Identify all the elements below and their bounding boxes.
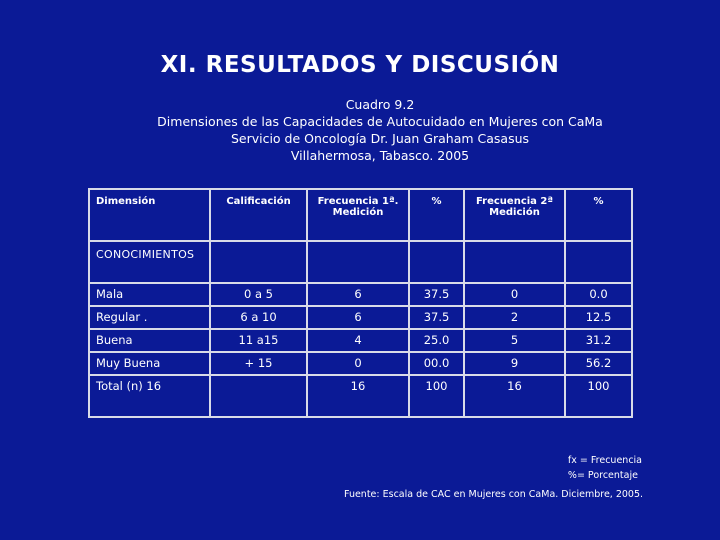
table-cell: 11 a15: [210, 329, 307, 352]
table-cell: 5: [464, 329, 565, 352]
row-label: Mala: [89, 283, 210, 306]
table-cell: 100: [565, 375, 632, 417]
header-percent-1: %: [409, 189, 464, 241]
table-cell: 37.5: [409, 283, 464, 306]
slide-title: XI. RESULTADOS Y DISCUSIÓN: [160, 52, 560, 78]
table-cell: [565, 241, 632, 283]
header-calificacion: Calificación: [210, 189, 307, 241]
source-note: Fuente: Escala de CAC en Mujeres con CaMa. Diciembre, 2005.: [344, 489, 644, 500]
header-row: [89, 189, 632, 241]
total-row: [89, 375, 632, 417]
caption-line: Servicio de Oncología Dr. Juan Graham Casasus: [230, 131, 530, 146]
section-label: CONOCIMIENTOS: [89, 241, 210, 283]
table-cell: [210, 241, 307, 283]
header-dimension: Dimensión: [89, 189, 210, 241]
total-label: Total (n) 16: [89, 375, 210, 417]
table-cell: [307, 241, 409, 283]
table-cell: 16: [464, 375, 565, 417]
header-frecuencia-2-line1: Frecuencia 2ª: [475, 196, 554, 207]
table-cell: [210, 375, 307, 417]
table-cell: 37.5: [409, 306, 464, 329]
header-frecuencia-2: [464, 189, 565, 241]
header-percent-2: %: [565, 189, 632, 241]
legend-porcentaje: %= Porcentaje: [567, 470, 638, 481]
table-cell: 6: [307, 283, 409, 306]
table-row: [89, 306, 632, 329]
table-cell: [409, 241, 464, 283]
caption-line: Cuadro 9.2: [345, 97, 415, 112]
section-row: [89, 241, 632, 283]
caption-line: Dimensiones de las Capacidades de Autocuidado en Mujeres con CaMa: [157, 114, 603, 129]
table-cell: 0 a 5: [210, 283, 307, 306]
header-frecuencia-1: [307, 189, 409, 241]
table-cell: 0: [464, 283, 565, 306]
table-cell: + 15: [210, 352, 307, 375]
table-row: [89, 329, 632, 352]
header-frecuencia-1-line2: Medición: [332, 207, 384, 218]
row-label: Muy Buena: [89, 352, 210, 375]
table-cell: 12.5: [565, 306, 632, 329]
table-cell: 2: [464, 306, 565, 329]
row-label: Regular .: [89, 306, 210, 329]
table-cell: 00.0: [409, 352, 464, 375]
table-cell: 9: [464, 352, 565, 375]
table-cell: 0.0: [565, 283, 632, 306]
legend: [568, 453, 642, 483]
table-caption: [0, 96, 720, 164]
legend-frecuencia: fx = Frecuencia: [567, 455, 642, 466]
header-frecuencia-2-line2: Medición: [489, 207, 540, 218]
table-cell: 4: [307, 329, 409, 352]
caption-line: Villahermosa, Tabasco. 2005: [290, 148, 470, 163]
table-cell: [464, 241, 565, 283]
table-cell: 16: [307, 375, 409, 417]
table-cell: 6 a 10: [210, 306, 307, 329]
table-row: [89, 283, 632, 306]
table-cell: 25.0: [409, 329, 464, 352]
table-row: [89, 352, 632, 375]
results-table: [88, 188, 633, 418]
row-label: Buena: [89, 329, 210, 352]
table-cell: 100: [409, 375, 464, 417]
table-cell: 6: [307, 306, 409, 329]
table-cell: 0: [307, 352, 409, 375]
header-frecuencia-1-line1: Frecuencia 1ª.: [317, 196, 399, 207]
table-cell: 56.2: [565, 352, 632, 375]
table-cell: 31.2: [565, 329, 632, 352]
